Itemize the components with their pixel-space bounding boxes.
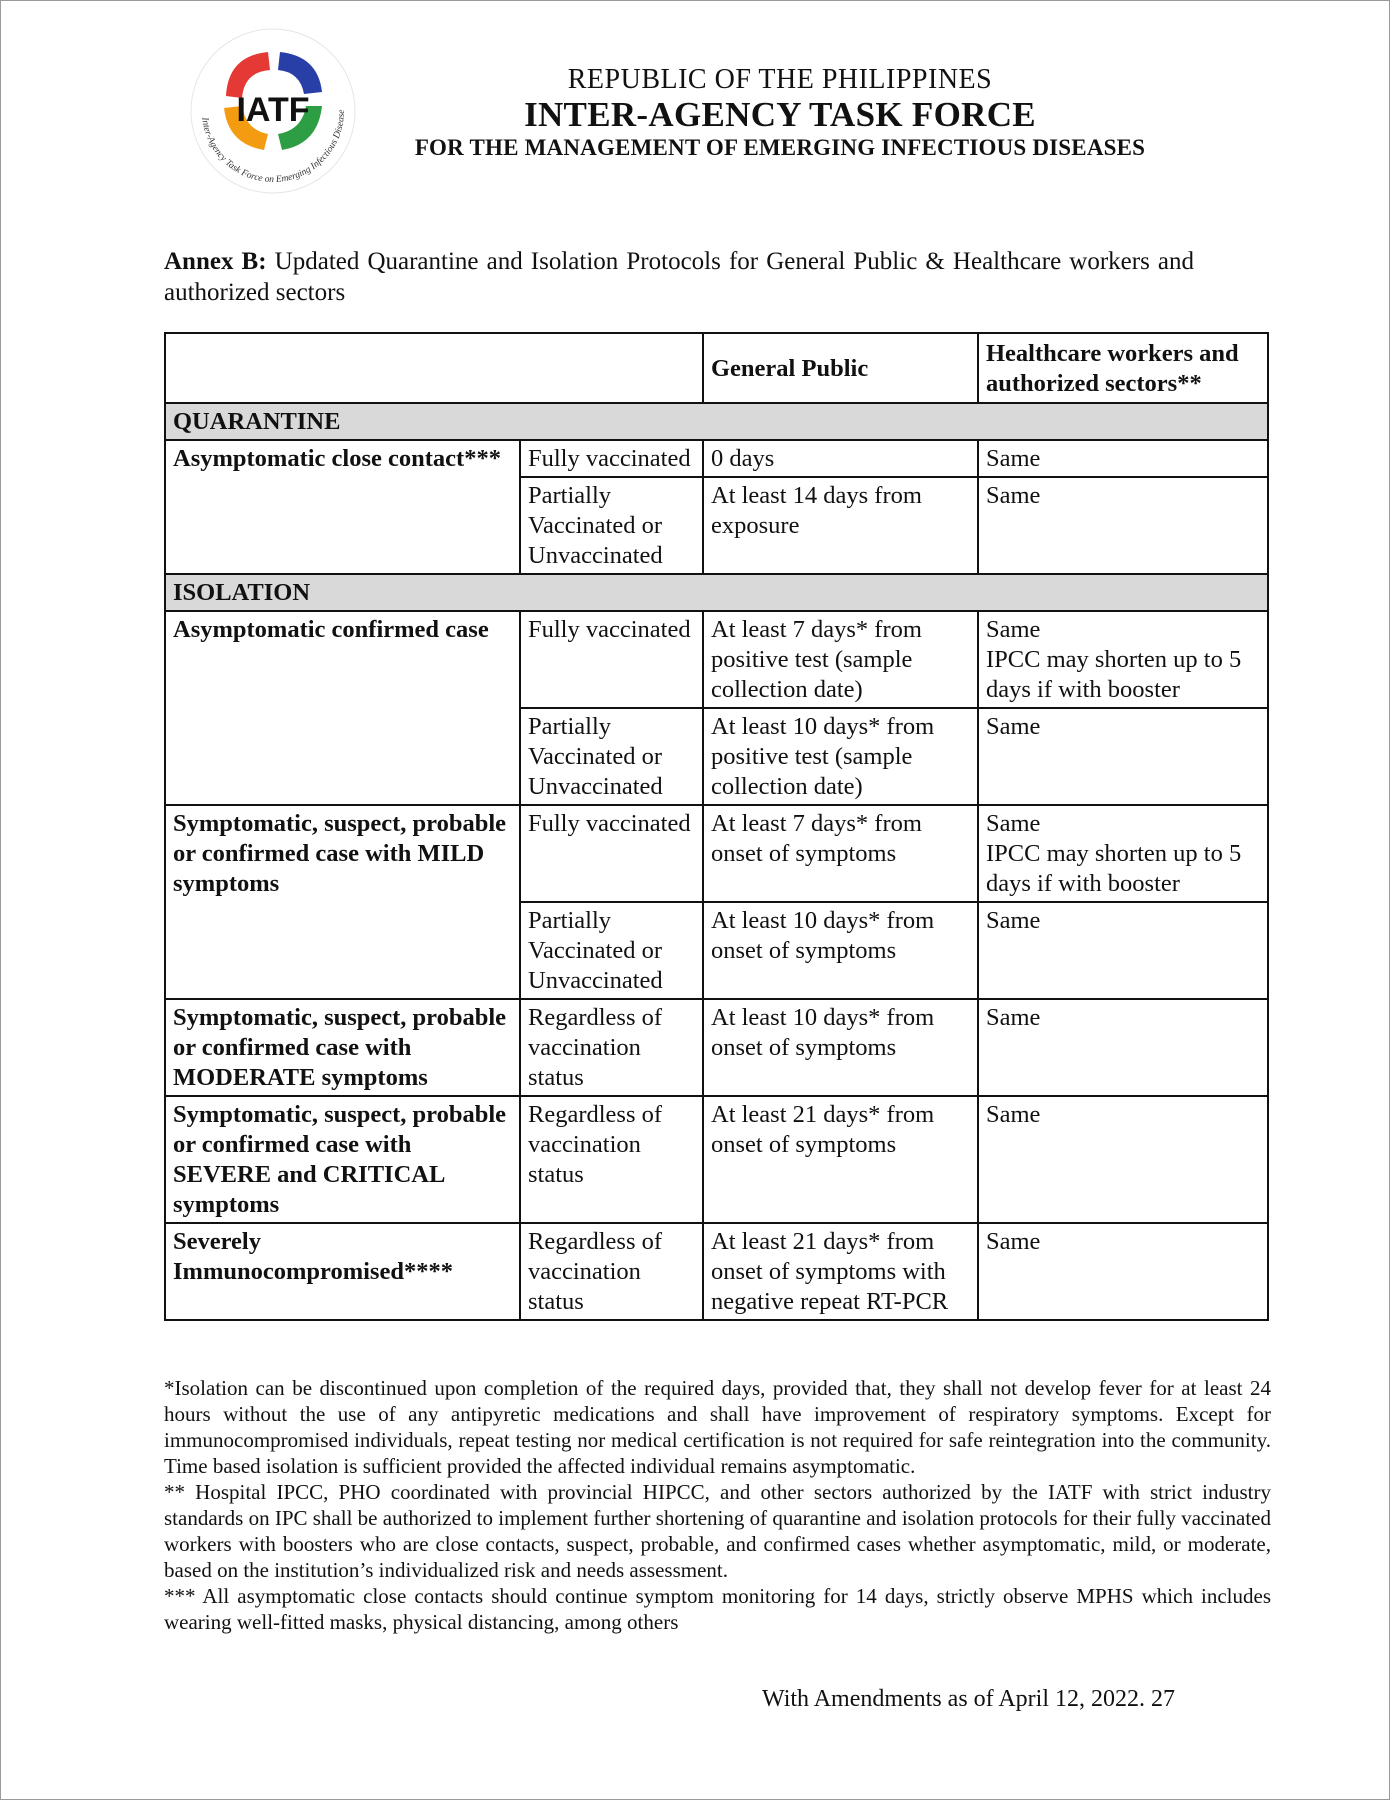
table-row <box>165 1223 1268 1320</box>
table-header-row <box>165 333 1268 403</box>
status-cell: Partially Vaccinated or Unvaccinated <box>520 477 703 574</box>
healthcare-note: IPCC may shorten up to 5 days if with booster <box>986 646 1242 703</box>
healthcare-cell: Same <box>978 477 1268 574</box>
status-cell: Regardless of vaccination status <box>520 1223 703 1320</box>
general-cell: At least 10 days* from positive test (sample collection date) <box>703 708 978 805</box>
category-cell: Asymptomatic confirmed case <box>165 611 520 805</box>
healthcare-cell: Same <box>978 708 1268 805</box>
section-isolation: ISOLATION <box>165 574 1268 611</box>
healthcare-same: Same <box>986 616 1041 643</box>
general-cell: 0 days <box>703 440 978 477</box>
table-row <box>165 611 1268 708</box>
healthcare-cell <box>978 805 1268 902</box>
header-subtitle: FOR THE MANAGEMENT OF EMERGING INFECTIOUS DISEASES <box>414 135 1146 160</box>
annex-title <box>164 246 1194 308</box>
table-row <box>165 805 1268 902</box>
protocols-table <box>164 332 1269 1321</box>
status-cell: Fully vaccinated <box>520 611 703 708</box>
healthcare-cell: Same <box>978 440 1268 477</box>
header-task-force: INTER-AGENCY TASK FORCE <box>524 95 1036 134</box>
section-quarantine: QUARANTINE <box>165 403 1268 440</box>
healthcare-cell: Same <box>978 999 1268 1096</box>
section-row-isolation <box>165 574 1268 611</box>
header-healthcare: Healthcare workers and authorized sectors** <box>978 333 1268 403</box>
status-cell: Regardless of vaccination status <box>520 999 703 1096</box>
healthcare-same: Same <box>986 810 1041 837</box>
status-cell: Fully vaccinated <box>520 440 703 477</box>
general-cell: At least 10 days* from onset of symptoms <box>703 999 978 1096</box>
section-row-quarantine <box>165 403 1268 440</box>
status-cell: Partially Vaccinated or Unvaccinated <box>520 902 703 999</box>
header-republic: REPUBLIC OF THE PHILIPPINES <box>567 64 993 95</box>
healthcare-cell: Same <box>978 902 1268 999</box>
category-cell: Symptomatic, suspect, probable or confirmed case with SEVERE and CRITICAL symptoms <box>165 1096 520 1223</box>
general-cell: At least 7 days* from positive test (sample collection date) <box>703 611 978 708</box>
category-cell: Severely Immunocompromised**** <box>165 1223 520 1320</box>
status-cell: Regardless of vaccination status <box>520 1096 703 1223</box>
document-header <box>380 64 1180 162</box>
footnote-1: *Isolation can be discontinued upon completion of the required days, provided that, they shall not develop fever for at least 24 hours without the use of any antipyretic medications and shall have improvement of respiratory symptoms. Except for immunocompromised individuals, repeat testing nor medical certification is not required for safe reintegration into the community. Time based isolation is sufficient provided the affected individual remains asymptomatic. <box>164 1376 1271 1478</box>
annex-text: Updated Quarantine and Isolation Protocols for General Public & Healthcare workers and authorized sectors <box>164 248 1195 306</box>
table-row <box>165 999 1268 1096</box>
header-general-public: General Public <box>703 333 978 403</box>
footnote-2: ** Hospital IPCC, PHO coordinated with provincial HIPCC, and other sectors authorized by the IATF with strict industry standards on IPC shall be authorized to implement further shortening of quarantine and isolation protocols for their fully vaccinated workers with boosters who are close contacts, suspect, probable, and confirmed cases whether asymptomatic, mild, or moderate, based on the institution’s individualized risk and needs assessment. <box>164 1480 1271 1582</box>
header-blank <box>165 333 703 403</box>
general-cell: At least 14 days from exposure <box>703 477 978 574</box>
footnotes <box>164 1375 1271 1635</box>
healthcare-note: IPCC may shorten up to 5 days if with booster <box>986 840 1242 897</box>
general-cell: At least 7 days* from onset of symptoms <box>703 805 978 902</box>
category-cell: Asymptomatic close contact*** <box>165 440 520 574</box>
status-cell: Partially Vaccinated or Unvaccinated <box>520 708 703 805</box>
table-row <box>165 1096 1268 1223</box>
table-row <box>165 440 1268 477</box>
healthcare-cell <box>978 611 1268 708</box>
healthcare-cell: Same <box>978 1096 1268 1223</box>
page-footer: With Amendments as of April 12, 2022. 27 <box>762 1686 1176 1712</box>
footnote-3: *** All asymptomatic close contacts should continue symptom monitoring for 14 days, strictly observe MPHS which includes wearing well-fitted masks, physical distancing, among others <box>164 1584 1271 1634</box>
category-cell: Symptomatic, suspect, probable or confirmed case with MILD symptoms <box>165 805 520 999</box>
iatf-logo <box>188 26 358 196</box>
category-cell: Symptomatic, suspect, probable or confirmed case with MODERATE symptoms <box>165 999 520 1096</box>
logo-ring-text: Inter-Agency Task Force on Emerging Infectious Disease <box>199 109 348 186</box>
logo-text: IATF <box>236 91 310 129</box>
general-cell: At least 21 days* from onset of symptoms <box>703 1096 978 1223</box>
general-cell: At least 10 days* from onset of symptoms <box>703 902 978 999</box>
healthcare-cell: Same <box>978 1223 1268 1320</box>
annex-label: Annex B: <box>164 248 267 275</box>
status-cell: Fully vaccinated <box>520 805 703 902</box>
general-cell: At least 21 days* from onset of symptoms with negative repeat RT-PCR <box>703 1223 978 1320</box>
